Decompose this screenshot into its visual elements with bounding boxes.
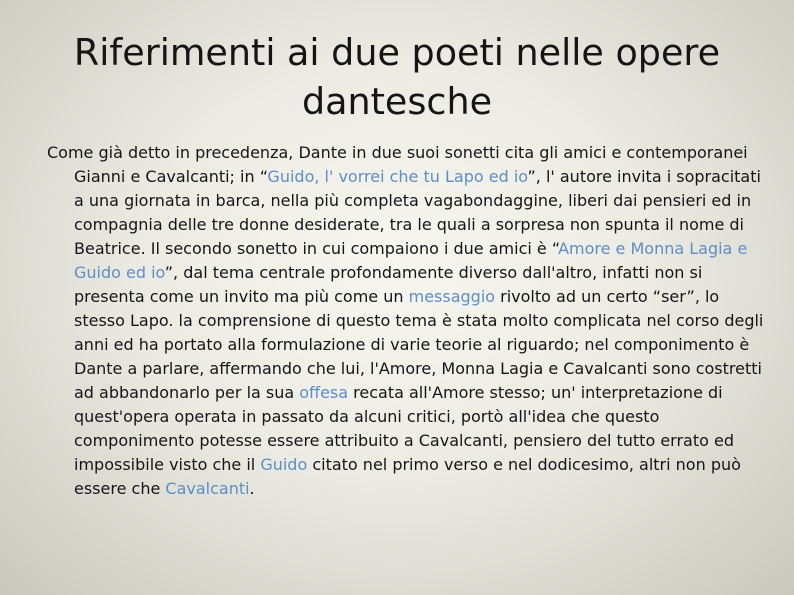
highlighted-term: offesa (299, 383, 349, 402)
text-segment: rivolto ad un certo “ser”, lo stesso Lapo. la comprensione di questo tema è stata molto complicata nel corso degli anni ed ha portato alla formulazione di varie teorie al riguardo; nel componimento è Dante a parlare, affermando che lui, l'Amore, Monna Lagia e Cavalcanti sono costretti ad abbandonarlo per la sua (74, 287, 764, 402)
text-segment: ”, dal tema centrale profondamente diverso dall'altro, infatti non si presenta come un invito ma più come un (74, 263, 703, 306)
text-segment: recata all'Amore stesso; un' interpretazione di quest'opera operata in passato da alcuni critici, portò all'idea che questo componimento potesse essere attribuito a Cavalcanti, pensiero del tutto errato ed impossibile visto che il (74, 383, 734, 474)
slide-body (47, 141, 773, 501)
highlighted-term: Guido, l' vorrei che tu Lapo ed io (267, 167, 528, 186)
body-paragraph (47, 141, 773, 501)
text-segment: Come già detto in precedenza, Dante in due suoi sonetti cita gli amici e contemporanei Gianni e Cavalcanti; in “ (47, 143, 748, 186)
text-segment: . (249, 479, 255, 498)
text-segment: ”, l' autore invita i sopracitati a una giornata in barca, nella più completa vagabondaggine, liberi dai pensieri ed in compagnia delle tre donne desiderate, tra le quali a sorpresa non spunta il nome di Beatrice. Il secondo sonetto in cui compaiono i due amici è “ (74, 167, 761, 258)
highlighted-term: Guido (260, 455, 308, 474)
highlighted-term: Cavalcanti (165, 479, 250, 498)
text-segment: citato nel primo verso e nel dodicesimo, altri non può essere che (74, 455, 741, 498)
slide-title: Riferimenti ai due poeti nelle opere dantesche (73, 31, 721, 123)
highlighted-term: messaggio (408, 287, 496, 306)
highlighted-term: Amore e Monna Lagia e Guido ed io (74, 239, 748, 282)
